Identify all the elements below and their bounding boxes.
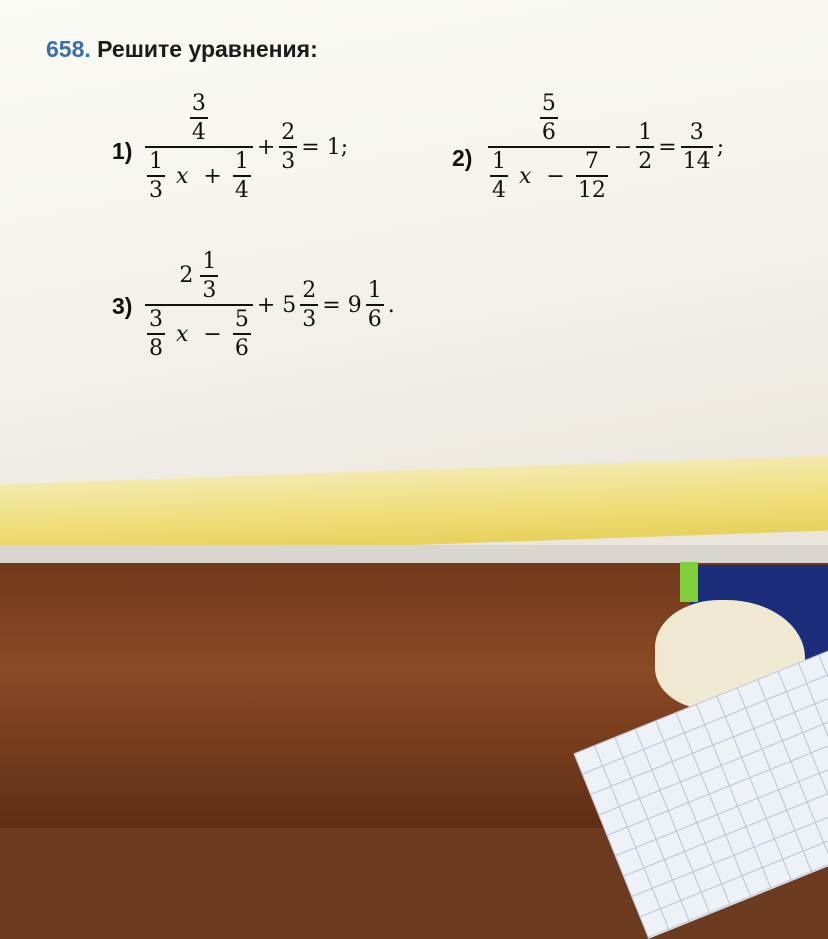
exercise-instruction: Решите уравнения:	[97, 36, 318, 62]
exercise-title	[46, 36, 318, 63]
problem-3-big-fraction: 2 $\frac{1}{3}$ $\frac{3}{8}$ x − $\frac{5}{6}$	[145, 250, 253, 360]
problem-3-label: 3)	[112, 293, 133, 319]
problem-3-equation: 2 $\frac{1}{3}$ $\frac{3}{8}$ x − $\frac{5}{6}$ + 5 2 3 = 9 1 6 .	[145, 250, 399, 360]
problem-1-equation: $\frac{3}{4}$ $\frac{1}{3}$ x + $\frac{1}{4}$ + 2 3 = 1;	[145, 92, 352, 202]
problem-2-label: 2)	[452, 145, 473, 171]
page-edge	[0, 545, 828, 563]
problem-1-big-fraction: $\frac{3}{4}$ $\frac{1}{3}$ x + $\frac{1}{4}$	[145, 92, 253, 202]
problem-2-equation: $\frac{5}{6}$ $\frac{1}{4}$ x − $\frac{7}{12}$ − 1 2 = 3 14 ;	[488, 92, 728, 202]
green-tab	[680, 562, 698, 602]
problem-2-big-fraction: $\frac{5}{6}$ $\frac{1}{4}$ x − $\frac{7}{12}$	[488, 92, 610, 202]
problem-1-label: 1)	[112, 138, 133, 164]
exercise-number: 658.	[46, 36, 91, 62]
